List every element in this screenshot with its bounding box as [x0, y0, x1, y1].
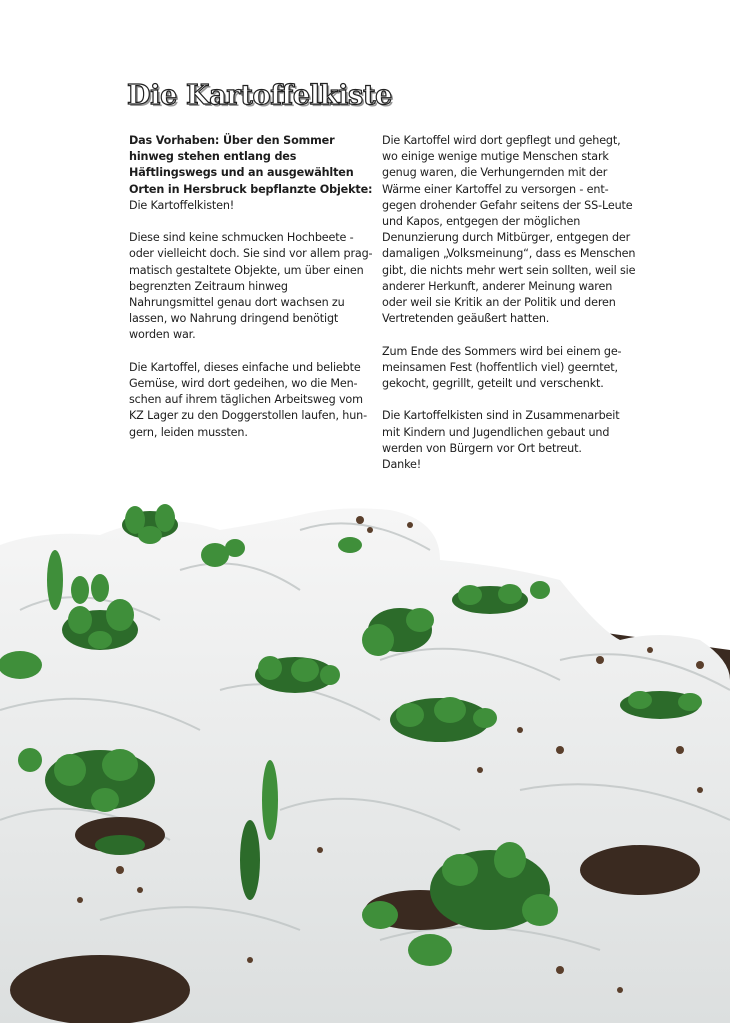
page-title: Die Kartoffelkiste [127, 80, 392, 111]
potato-bags-photo [0, 490, 730, 1023]
left-text-column [129, 133, 374, 457]
plant-3 [338, 537, 362, 553]
intro-paragraph [129, 133, 374, 214]
paragraph-hochbeete: Diese sind keine schmucken Hochbeete - oder vielleicht doch. Sie sind vor allem prag-matisch gestaltete Objekte, um über einen begrenzten Zeitraum hinweg Nahrungsmittel genau dort wachsen zu lassen, wo Nahrung dringend benötigt worden war. [129, 231, 373, 342]
photo-illustration [0, 490, 730, 1023]
plant-12 [0, 651, 42, 679]
intro-rest-text: Die Kartoffelkisten! [129, 198, 235, 212]
paragraph-gepflegt: Die Kartoffel wird dort gepflegt und gehegt, wo einige wenige mutige Menschen stark genug waren, die Verhungernden mit der Wärme einer Kartoffel zu versorgen - ent-gegen drohender Gefahr seitens der SS-Leute und Kapos, entgegen der möglichen Denunzierung durch Mitbürger, entgegen der damaligen „Volksmeinung“, dass es Menschen gibt, die nichts mehr wert sein sollten, weil sie anderer Herkunft, anderer Meinung waren oder weil sie Kritik an der Politik und deren Vertretenden geäußert hatten. [382, 134, 636, 326]
closing-thanks: Danke! [382, 458, 422, 472]
paragraph-gemuese: Die Kartoffel, dieses einfache und beliebte Gemüse, wird dort gedeihen, wo die Men-schen auf ihrem täglichen Arbeitsweg vom KZ Lager zu den Doggerstollen laufen, hun-gern, leiden mussten. [129, 360, 367, 439]
right-text-column [382, 133, 637, 489]
plant-15 [95, 835, 145, 855]
paragraph-fest: Zum Ende des Sommers wird bei einem ge-meinsamen Fest (hoffentlich viel) geerntet, gekocht, gegrillt, geteilt und verschenkt. [382, 344, 622, 391]
paragraph-zusammenarbeit: Die Kartoffelkisten sind in Zusammenarbeit mit Kindern und Jugendlichen gebaut und werden von Bürgern vor Ort betreut. [382, 409, 620, 455]
intro-bold-text: Das Vorhaben: Über den Sommer hinweg stehen entlang des Häftlingswegs und an ausgewählten Orten in Hersbruck bepflanzte Objekte: [129, 134, 373, 196]
